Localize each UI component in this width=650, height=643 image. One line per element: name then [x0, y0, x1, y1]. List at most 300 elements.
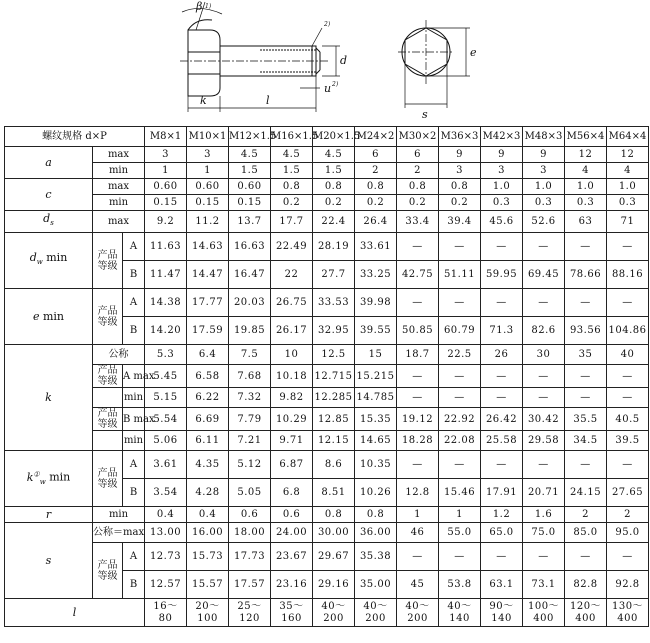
value-cell: 12.715 — [313, 365, 355, 388]
value-cell: 17.7 — [271, 211, 313, 233]
table-row — [5, 345, 649, 365]
grade-label: 产品 等级 — [93, 289, 123, 345]
bolt-spec-table — [4, 126, 649, 627]
spec-column-header: M64×4 — [607, 127, 649, 147]
value-cell: 52.6 — [523, 211, 565, 233]
e-label: e — [470, 46, 477, 59]
value-cell: 33.61 — [355, 233, 397, 261]
value-cell: 0.2 — [355, 195, 397, 211]
value-cell: 1 — [145, 163, 187, 179]
beta-note: 1) — [205, 3, 212, 10]
value-cell: 17.73 — [229, 543, 271, 571]
value-cell: 35.38 — [355, 543, 397, 571]
value-cell: 16～ 80 — [145, 599, 187, 627]
value-cell: 2 — [397, 163, 439, 179]
grade-b: B — [123, 317, 145, 345]
value-cell: 27.7 — [313, 261, 355, 289]
value-cell: 17.59 — [187, 317, 229, 345]
value-cell: — — [481, 365, 523, 388]
value-cell: 1.5 — [229, 163, 271, 179]
value-cell: 7.68 — [229, 365, 271, 388]
value-cell: 6 — [355, 147, 397, 163]
value-cell: 1.6 — [523, 507, 565, 523]
value-cell: 10 — [271, 345, 313, 365]
value-cell: 0.8 — [313, 507, 355, 523]
value-cell: 1.0 — [607, 179, 649, 195]
value-cell: 8.6 — [313, 451, 355, 479]
value-cell: — — [607, 233, 649, 261]
d-label: d — [340, 54, 348, 67]
spec-column-header: M10×1 — [187, 127, 229, 147]
value-cell: — — [481, 289, 523, 317]
value-cell: — — [523, 233, 565, 261]
value-cell: 5.3 — [145, 345, 187, 365]
value-cell: 35 — [565, 345, 607, 365]
table-row — [5, 289, 649, 317]
grade-a: A — [123, 543, 145, 571]
value-cell: 3 — [439, 163, 481, 179]
table-row — [5, 127, 649, 147]
table-row — [5, 408, 649, 431]
param-kw — [5, 451, 93, 507]
value-cell: 51.11 — [439, 261, 481, 289]
grade-a: A — [123, 289, 145, 317]
value-cell: — — [565, 233, 607, 261]
value-cell: 24.00 — [271, 523, 313, 543]
value-cell: 0.60 — [229, 179, 271, 195]
value-cell: 33.25 — [355, 261, 397, 289]
value-cell: 6.22 — [187, 388, 229, 408]
table-row — [5, 523, 649, 543]
value-cell: 35.00 — [355, 571, 397, 599]
min-label: min — [93, 507, 145, 523]
value-cell: 78.66 — [565, 261, 607, 289]
value-cell: 17.91 — [481, 479, 523, 507]
param-dw — [5, 233, 93, 289]
value-cell: 22.92 — [439, 408, 481, 431]
value-cell: — — [607, 543, 649, 571]
grade-label: 产品 等级 — [93, 451, 123, 507]
value-cell: 0.2 — [313, 195, 355, 211]
min-label: min — [49, 470, 71, 484]
nominal-max-label: 公称＝max — [93, 523, 145, 543]
value-cell: 12.57 — [145, 571, 187, 599]
value-cell: 4.5 — [271, 147, 313, 163]
value-cell: 100～ 400 — [523, 599, 565, 627]
value-cell: 12.285 — [313, 388, 355, 408]
max-label: max — [93, 179, 145, 195]
value-cell: — — [523, 543, 565, 571]
value-cell: 22.4 — [313, 211, 355, 233]
value-cell: 15.57 — [187, 571, 229, 599]
value-cell: — — [439, 233, 481, 261]
value-cell: 26.75 — [271, 289, 313, 317]
value-cell: — — [397, 388, 439, 408]
value-cell: 4.5 — [229, 147, 271, 163]
value-cell: 14.63 — [187, 233, 229, 261]
value-cell: 30 — [523, 345, 565, 365]
value-cell: 60.79 — [439, 317, 481, 345]
value-cell: 26.42 — [481, 408, 523, 431]
value-cell: 40～ 200 — [313, 599, 355, 627]
value-cell: — — [565, 451, 607, 479]
value-cell: 33.4 — [397, 211, 439, 233]
grade-b: B — [123, 571, 145, 599]
value-cell: 65.0 — [481, 523, 523, 543]
min-label: min — [123, 388, 145, 408]
grade-b: B max — [123, 408, 145, 431]
value-cell: 3 — [145, 147, 187, 163]
value-cell: 12 — [565, 147, 607, 163]
value-cell: 15.35 — [355, 408, 397, 431]
value-cell: 32.95 — [313, 317, 355, 345]
param-e — [5, 289, 93, 345]
value-cell: — — [481, 233, 523, 261]
value-cell: 11.2 — [187, 211, 229, 233]
value-cell: — — [397, 543, 439, 571]
value-cell: — — [607, 365, 649, 388]
value-cell: 13.7 — [229, 211, 271, 233]
value-cell: 71.3 — [481, 317, 523, 345]
table-row — [5, 543, 649, 571]
grade-label: 产品 等级 — [93, 543, 123, 599]
value-cell: 0.8 — [397, 179, 439, 195]
min-label: min — [93, 195, 145, 211]
value-cell: 16.00 — [187, 523, 229, 543]
value-cell: 14.20 — [145, 317, 187, 345]
value-cell: — — [523, 388, 565, 408]
value-cell: 0.60 — [145, 179, 187, 195]
value-cell: 40.5 — [607, 408, 649, 431]
e-symbol: e — [32, 310, 40, 323]
value-cell: 9 — [439, 147, 481, 163]
value-cell: 10.35 — [355, 451, 397, 479]
spec-column-header: M30×2 — [397, 127, 439, 147]
value-cell: 25.58 — [481, 431, 523, 451]
value-cell: — — [565, 365, 607, 388]
value-cell: 0.3 — [523, 195, 565, 211]
param-c: c — [5, 179, 93, 211]
grade-a: A max — [123, 365, 145, 388]
value-cell: 35～ 160 — [271, 599, 313, 627]
value-cell: 11.47 — [145, 261, 187, 289]
value-cell: 4.5 — [313, 147, 355, 163]
beta-label: β — [196, 0, 203, 13]
value-cell: 10.26 — [355, 479, 397, 507]
value-cell: 63.1 — [481, 571, 523, 599]
spec-header: 螺纹规格 d×P — [5, 127, 145, 147]
value-cell: 45 — [397, 571, 439, 599]
value-cell: 0.3 — [565, 195, 607, 211]
param-k: k — [5, 345, 93, 451]
value-cell: 8.51 — [313, 479, 355, 507]
param-a: a — [5, 147, 93, 179]
bolt-drawing — [0, 0, 650, 122]
value-cell: 26.4 — [355, 211, 397, 233]
value-cell: 0.4 — [145, 507, 187, 523]
value-cell: 11.63 — [145, 233, 187, 261]
value-cell: 24.15 — [565, 479, 607, 507]
value-cell: 19.85 — [229, 317, 271, 345]
value-cell: — — [565, 289, 607, 317]
kw-symbol: $k^①_w$ — [26, 470, 46, 486]
value-cell: 104.86 — [607, 317, 649, 345]
value-cell: 88.16 — [607, 261, 649, 289]
value-cell: 2 — [355, 163, 397, 179]
value-cell: 0.8 — [313, 179, 355, 195]
value-cell: 92.8 — [607, 571, 649, 599]
value-cell: 3 — [523, 163, 565, 179]
value-cell: 0.6 — [229, 507, 271, 523]
value-cell: 12.85 — [313, 408, 355, 431]
value-cell: 0.15 — [145, 195, 187, 211]
value-cell: 16.47 — [229, 261, 271, 289]
value-cell: 16.63 — [229, 233, 271, 261]
value-cell: 39.55 — [355, 317, 397, 345]
bolt-head-outline — [188, 30, 220, 96]
dw-symbol: $d_w$ — [29, 251, 43, 267]
value-cell: — — [523, 289, 565, 317]
value-cell: 30.00 — [313, 523, 355, 543]
value-cell: 9 — [481, 147, 523, 163]
u-note: 2) — [332, 81, 339, 88]
table-row — [5, 195, 649, 211]
value-cell: 14.65 — [355, 431, 397, 451]
value-cell: 39.5 — [607, 431, 649, 451]
value-cell: 55.0 — [439, 523, 481, 543]
value-cell: 12.73 — [145, 543, 187, 571]
value-cell: 1 — [187, 163, 229, 179]
value-cell: 5.45 — [145, 365, 187, 388]
value-cell: 28.19 — [313, 233, 355, 261]
value-cell: 6.69 — [187, 408, 229, 431]
value-cell: 46 — [397, 523, 439, 543]
value-cell: 33.53 — [313, 289, 355, 317]
value-cell: 59.95 — [481, 261, 523, 289]
value-cell: — — [607, 388, 649, 408]
value-cell: 0.8 — [355, 179, 397, 195]
note-2: 2) — [324, 21, 331, 28]
nominal-label: 公称 — [93, 345, 145, 365]
value-cell: 12.5 — [313, 345, 355, 365]
value-cell: 7.79 — [229, 408, 271, 431]
value-cell: — — [397, 289, 439, 317]
value-cell: 12 — [607, 147, 649, 163]
value-cell: 13.00 — [145, 523, 187, 543]
grade-label-spacer — [93, 388, 123, 408]
chamfer-arc — [188, 20, 212, 30]
value-cell: — — [607, 451, 649, 479]
grade-label-spacer — [93, 431, 123, 451]
value-cell: 23.67 — [271, 543, 313, 571]
table-row — [5, 233, 649, 261]
value-cell: 15.73 — [187, 543, 229, 571]
value-cell: 1.0 — [523, 179, 565, 195]
min-label: min — [93, 163, 145, 179]
value-cell: 5.15 — [145, 388, 187, 408]
value-cell: — — [439, 289, 481, 317]
value-cell: 15.46 — [439, 479, 481, 507]
value-cell: 0.3 — [481, 195, 523, 211]
value-cell: 12.8 — [397, 479, 439, 507]
value-cell: 4 — [607, 163, 649, 179]
value-cell: 29.16 — [313, 571, 355, 599]
table-row — [5, 388, 649, 408]
value-cell: 40～ 200 — [397, 599, 439, 627]
grade-b: B — [123, 479, 145, 507]
ds-symbol: $d_s$ — [43, 212, 54, 228]
value-cell: 17.77 — [187, 289, 229, 317]
grade-label: 产品 等级 — [93, 233, 123, 289]
value-cell: 130～ 400 — [607, 599, 649, 627]
value-cell: 0.8 — [439, 179, 481, 195]
value-cell: 93.56 — [565, 317, 607, 345]
value-cell: 25～ 120 — [229, 599, 271, 627]
value-cell: — — [481, 388, 523, 408]
value-cell: 18.7 — [397, 345, 439, 365]
value-cell: 39.98 — [355, 289, 397, 317]
value-cell: 17.57 — [229, 571, 271, 599]
value-cell: — — [523, 365, 565, 388]
value-cell: 14.38 — [145, 289, 187, 317]
value-cell: 40～ 200 — [355, 599, 397, 627]
value-cell: 14.785 — [355, 388, 397, 408]
value-cell: 53.8 — [439, 571, 481, 599]
value-cell: 18.28 — [397, 431, 439, 451]
value-cell: 4.28 — [187, 479, 229, 507]
value-cell: 1 — [397, 507, 439, 523]
param-ds — [5, 211, 93, 233]
table-row — [5, 163, 649, 179]
min-label: min — [123, 431, 145, 451]
value-cell: 35.5 — [565, 408, 607, 431]
s-label: s — [422, 108, 428, 121]
spec-column-header: M42×3 — [481, 127, 523, 147]
value-cell: 5.12 — [229, 451, 271, 479]
table-row — [5, 179, 649, 195]
param-s: s — [5, 523, 93, 599]
value-cell: 22.5 — [439, 345, 481, 365]
value-cell: 29.67 — [313, 543, 355, 571]
value-cell: 45.6 — [481, 211, 523, 233]
value-cell: — — [439, 365, 481, 388]
value-cell: 120～ 400 — [565, 599, 607, 627]
value-cell: 7.21 — [229, 431, 271, 451]
value-cell: 69.45 — [523, 261, 565, 289]
value-cell: 34.5 — [565, 431, 607, 451]
value-cell: 95.0 — [607, 523, 649, 543]
spec-column-header: M48×3 — [523, 127, 565, 147]
grade-a: A — [123, 451, 145, 479]
value-cell: 9 — [523, 147, 565, 163]
value-cell: 42.75 — [397, 261, 439, 289]
value-cell: 0.2 — [439, 195, 481, 211]
value-cell: 90～ 140 — [481, 599, 523, 627]
value-cell: 9.71 — [271, 431, 313, 451]
value-cell: 3.54 — [145, 479, 187, 507]
grade-label: 产品 等级 — [93, 408, 123, 431]
value-cell: 85.0 — [565, 523, 607, 543]
value-cell: 0.2 — [271, 195, 313, 211]
value-cell: 5.06 — [145, 431, 187, 451]
value-cell: 22.49 — [271, 233, 313, 261]
table-row — [5, 365, 649, 388]
max-label: max — [93, 211, 145, 233]
spec-column-header: M36×3 — [439, 127, 481, 147]
value-cell: 1 — [439, 507, 481, 523]
value-cell: 0.6 — [271, 507, 313, 523]
value-cell: 73.1 — [523, 571, 565, 599]
value-cell: 22.08 — [439, 431, 481, 451]
value-cell: 4.35 — [187, 451, 229, 479]
max-label: max — [93, 147, 145, 163]
value-cell: — — [439, 543, 481, 571]
value-cell: 26 — [481, 345, 523, 365]
value-cell: 30.42 — [523, 408, 565, 431]
value-cell: 1.0 — [565, 179, 607, 195]
table-row — [5, 431, 649, 451]
value-cell: 2 — [565, 507, 607, 523]
table-row — [5, 599, 649, 627]
value-cell: 1.2 — [481, 507, 523, 523]
value-cell: 40 — [607, 345, 649, 365]
spec-column-header: M8×1 — [145, 127, 187, 147]
value-cell: — — [607, 289, 649, 317]
value-cell: 1.5 — [313, 163, 355, 179]
value-cell: — — [397, 451, 439, 479]
value-cell: 3.61 — [145, 451, 187, 479]
value-cell: 9.82 — [271, 388, 313, 408]
value-cell: 0.2 — [397, 195, 439, 211]
value-cell: 39.4 — [439, 211, 481, 233]
end-chamfer — [316, 48, 320, 52]
value-cell: 82.8 — [565, 571, 607, 599]
grade-b: B — [123, 261, 145, 289]
value-cell: 7.32 — [229, 388, 271, 408]
value-cell: 1.5 — [271, 163, 313, 179]
value-cell: 20.03 — [229, 289, 271, 317]
table-row — [5, 507, 649, 523]
table-row — [5, 211, 649, 233]
value-cell: 0.60 — [187, 179, 229, 195]
value-cell: 19.12 — [397, 408, 439, 431]
value-cell: 5.05 — [229, 479, 271, 507]
spec-column-header: M12×1.5 — [229, 127, 271, 147]
l-label: l — [266, 94, 270, 107]
table-row — [5, 451, 649, 479]
min-label: min — [46, 251, 68, 265]
grade-a: A — [123, 233, 145, 261]
value-cell: 3 — [481, 163, 523, 179]
value-cell: 26.17 — [271, 317, 313, 345]
value-cell: 20.71 — [523, 479, 565, 507]
value-cell: 6.11 — [187, 431, 229, 451]
min-label: min — [42, 310, 65, 323]
value-cell: — — [439, 451, 481, 479]
value-cell: 2 — [607, 507, 649, 523]
value-cell: 0.3 — [607, 195, 649, 211]
value-cell: 6.8 — [271, 479, 313, 507]
value-cell: 23.16 — [271, 571, 313, 599]
param-r: r — [5, 507, 93, 523]
value-cell: 0.8 — [271, 179, 313, 195]
value-cell: 9.2 — [145, 211, 187, 233]
value-cell: 6.4 — [187, 345, 229, 365]
value-cell: — — [565, 543, 607, 571]
grade-label: 产品 等级 — [93, 365, 123, 388]
value-cell: 14.47 — [187, 261, 229, 289]
value-cell: 15.215 — [355, 365, 397, 388]
